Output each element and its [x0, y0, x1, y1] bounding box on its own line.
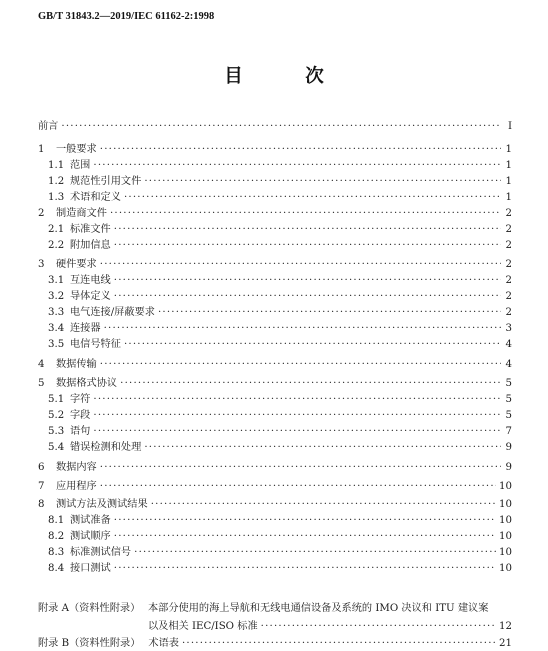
annex-b-page: 21	[499, 638, 512, 649]
leader-dots	[124, 338, 501, 352]
toc-entry-number: 3.3	[48, 307, 65, 318]
toc-entry-page: 10	[499, 547, 512, 558]
leader-dots	[100, 143, 501, 157]
toc-entry-number: 8.4	[48, 563, 65, 574]
leader-dots	[114, 239, 501, 253]
leader-dots	[93, 393, 501, 407]
toc-title: 目 次	[224, 66, 346, 87]
toc-entry-page: 5	[505, 378, 512, 389]
toc-entry-number: 3.5	[48, 339, 65, 350]
toc-entry	[48, 223, 512, 237]
leader-dots	[114, 223, 501, 237]
toc-entry-number: 1.1	[48, 160, 65, 171]
toc-entry	[38, 207, 512, 221]
toc-entry-page: 5	[505, 394, 512, 405]
document-header: GB/T 31843.2—2019/IEC 61162-2:1998	[38, 11, 215, 22]
leader-dots	[100, 358, 501, 372]
leader-dots	[110, 207, 501, 221]
toc-entry	[38, 461, 512, 475]
toc-entry-page: 2	[505, 240, 512, 251]
toc-entry-number: 3.4	[48, 323, 65, 334]
toc-entry-number: 2.2	[48, 240, 65, 251]
toc-entry-page: 1	[505, 144, 512, 155]
toc-entry-number: 6	[38, 462, 45, 473]
leader-dots	[100, 461, 501, 475]
toc-entry-label: 错误检测和处理	[70, 442, 142, 453]
toc-entry-page: 9	[505, 442, 512, 453]
leader-dots	[124, 191, 501, 205]
toc-entry-page: 7	[505, 426, 512, 437]
leader-dots	[100, 258, 501, 272]
leader-dots	[144, 175, 501, 189]
toc-entry-page: 2	[505, 224, 512, 235]
toc-entry-number: 1.2	[48, 176, 65, 187]
toc-entry-label: 电气连接/屏蔽要求	[70, 307, 155, 318]
toc-entry	[38, 143, 512, 157]
leader-dots	[151, 498, 496, 512]
toc-entry-page: Ⅰ	[507, 121, 512, 132]
toc-entry-page: 1	[505, 160, 512, 171]
leader-dots	[261, 620, 496, 634]
annex-a-title-line2: 以及相关 IEC/ISO 标准	[148, 621, 258, 632]
toc-entry-label: 术语和定义	[70, 192, 121, 203]
toc-entry	[38, 498, 512, 512]
toc-entry-page: 3	[505, 323, 512, 334]
toc-entry	[48, 159, 512, 173]
toc-entry-number: 8	[38, 499, 45, 510]
toc-entry-page: 10	[499, 515, 512, 526]
toc-entry-page: 2	[505, 208, 512, 219]
leader-dots	[182, 637, 496, 651]
toc-entry-label: 前言	[38, 121, 59, 132]
annex-b-prefix: 附录 B（资料性附录）	[38, 638, 141, 649]
toc-entry-page: 2	[505, 275, 512, 286]
toc-entry-page: 4	[505, 339, 512, 350]
toc-entry-number: 3.1	[48, 275, 65, 286]
toc-entry-page: 9	[505, 462, 512, 473]
toc-entry-label: 标准测试信号	[70, 547, 132, 558]
toc-entry-label: 字段	[70, 410, 91, 421]
annex-b-row	[38, 637, 512, 651]
toc-entry	[48, 441, 512, 455]
toc-entry-page: 10	[499, 563, 512, 574]
toc-entry	[48, 514, 512, 528]
toc-entry-number: 8.2	[48, 531, 65, 542]
toc-entry-page: 10	[499, 481, 512, 492]
toc-entry-label: 应用程序	[56, 481, 97, 492]
toc-entry-label: 数据传输	[56, 359, 97, 370]
toc-entry-label: 数据格式协议	[56, 378, 118, 389]
toc-entry-page: 10	[499, 531, 512, 542]
toc-entry-number: 3	[38, 259, 45, 270]
leader-dots	[93, 425, 501, 439]
toc-entry-number: 5.4	[48, 442, 65, 453]
toc-entry-number: 8.3	[48, 547, 65, 558]
toc-entry-label: 规范性引用文件	[70, 176, 142, 187]
toc-entry	[38, 120, 512, 134]
toc-entry-page: 1	[505, 176, 512, 187]
toc-entry-page: 4	[505, 359, 512, 370]
toc-entry	[48, 393, 512, 407]
toc-entry-page: 2	[505, 259, 512, 270]
leader-dots	[114, 562, 496, 576]
toc-entry	[48, 562, 512, 576]
toc-entry	[38, 480, 512, 494]
toc-entry-label: 测试准备	[70, 515, 111, 526]
toc-entry	[48, 290, 512, 304]
toc-entry	[48, 425, 512, 439]
annex-a-title-line1: 本部分使用的海上导航和无线电通信设备及系统的 IMO 决议和 ITU 建议案	[148, 603, 489, 614]
toc-entry-label: 标准文件	[70, 224, 111, 235]
toc-entry-number: 1	[38, 144, 45, 155]
toc-entry	[48, 322, 512, 336]
toc-entry-label: 制造商文件	[56, 208, 107, 219]
toc-entry-number: 5.2	[48, 410, 65, 421]
toc-entry	[48, 530, 512, 544]
leader-dots	[114, 290, 501, 304]
toc-entry-number: 4	[38, 359, 45, 370]
leader-dots	[93, 159, 501, 173]
leader-dots	[104, 322, 501, 336]
leader-dots	[158, 306, 501, 320]
toc-entry-label: 一般要求	[56, 144, 97, 155]
leader-dots	[61, 120, 501, 134]
toc-entry	[48, 175, 512, 189]
toc-entry-label: 语句	[70, 426, 91, 437]
toc-entry	[48, 274, 512, 288]
toc-entry-label: 字符	[70, 394, 91, 405]
toc-entry-label: 测试顺序	[70, 531, 111, 542]
toc-entry-label: 连接器	[70, 323, 101, 334]
toc-entry	[38, 258, 512, 272]
toc-entry	[38, 377, 512, 391]
toc-entry	[48, 409, 512, 423]
toc-entry-page: 2	[505, 291, 512, 302]
toc-entry-number: 3.2	[48, 291, 65, 302]
toc-entry-label: 电信号特征	[70, 339, 121, 350]
toc-entry-label: 数据内容	[56, 462, 97, 473]
toc-entry	[48, 191, 512, 205]
toc-entry-label: 接口测试	[70, 563, 111, 574]
toc-entry	[48, 338, 512, 352]
toc-entry-label: 导体定义	[70, 291, 111, 302]
toc-entry-number: 5	[38, 378, 45, 389]
toc-entry-label: 范围	[70, 160, 91, 171]
toc-entry	[48, 306, 512, 320]
leader-dots	[100, 480, 496, 494]
toc-entry-page: 10	[499, 499, 512, 510]
leader-dots	[134, 546, 496, 560]
toc-entry-number: 2	[38, 208, 45, 219]
annex-a-row	[148, 620, 512, 634]
leader-dots	[114, 514, 496, 528]
toc-entry-number: 5.1	[48, 394, 65, 405]
leader-dots	[120, 377, 501, 391]
toc-entry-number: 2.1	[48, 224, 65, 235]
toc-entry-label: 附加信息	[70, 240, 111, 251]
annex-b-title: 术语表	[148, 638, 179, 649]
toc-entry-label: 互连电线	[70, 275, 111, 286]
toc-entry	[38, 358, 512, 372]
toc-entry-number: 1.3	[48, 192, 65, 203]
leader-dots	[93, 409, 501, 423]
toc-entry-number: 7	[38, 481, 45, 492]
leader-dots	[144, 441, 501, 455]
toc-entry-page: 2	[505, 307, 512, 318]
toc-entry	[48, 239, 512, 253]
toc-entry-label: 测试方法及测试结果	[56, 499, 148, 510]
toc-entry-page: 5	[505, 410, 512, 421]
toc-entry	[48, 546, 512, 560]
toc-entry-label: 硬件要求	[56, 259, 97, 270]
toc-entry-number: 5.3	[48, 426, 65, 437]
toc-entry-page: 1	[505, 192, 512, 203]
toc-entry-number: 8.1	[48, 515, 65, 526]
annex-a-page: 12	[499, 621, 512, 632]
annex-a-prefix: 附录 A（资料性附录）	[38, 603, 141, 614]
leader-dots	[114, 274, 501, 288]
leader-dots	[114, 530, 496, 544]
